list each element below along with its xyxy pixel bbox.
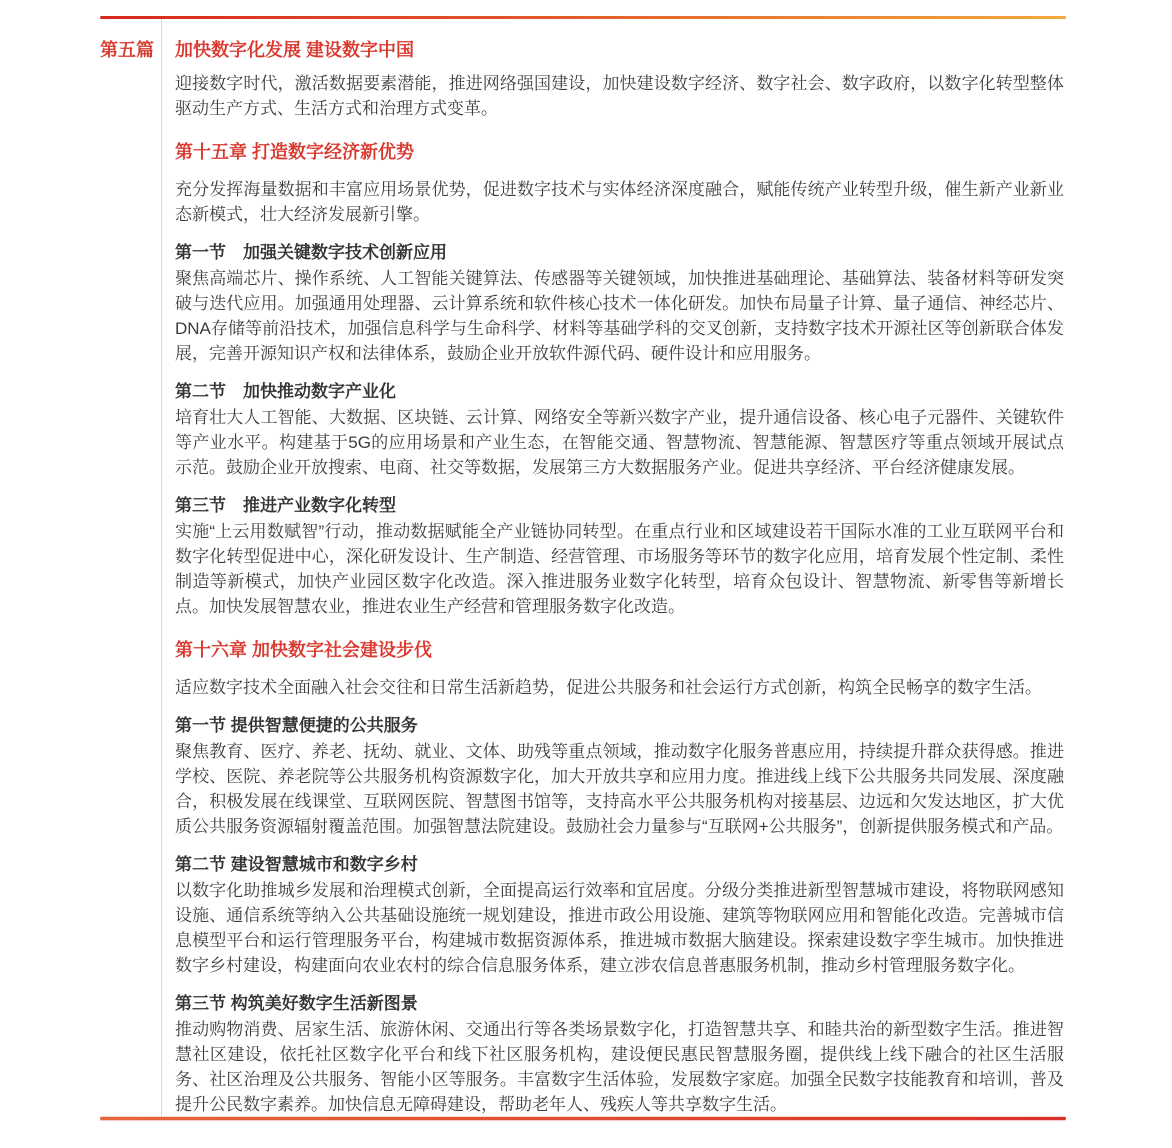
- chapter-16-section-3-title: 第三节 构筑美好数字生活新图景: [175, 994, 418, 1013]
- part-title: 加快数字化发展 建设数字中国: [175, 40, 414, 60]
- chapter-15-section-3-body: 实施“上云用数赋智”行动，推动数据赋能全产业链协同转型。在重点行业和区域建设若干国际水准的工业互联网平台和数字化转型促进中心，深化研发设计、生产制造、经营管理、市场服务等环节的数字化应用，培育发展个性定制、柔性制造等新模式，加快产业园区数字化改造。深入推进服务业数字化转型，培育众包设计、智慧物流、新零售等新增长点。加快发展智慧农业，推进农业生产经营和管理服务数字化改造。: [175, 522, 1064, 616]
- chapter-16-section-2-title: 第二节 建设智慧城市和数字乡村: [175, 855, 418, 874]
- chapter-16-section-2-body: 以数字化助推城乡发展和治理模式创新，全面提高运行效率和宜居度。分级分类推进新型智慧城市建设，将物联网感知设施、通信系统等纳入公共基础设施统一规划建设，推进市政公用设施、建筑等物联网应用和智能化改造。完善城市信息模型平台和运行管理服务平台，构建城市数据资源体系，推进城市数据大脑建设。探索建设数字孪生城市。加快推进数字乡村建设，构建面向农业农村的综合信息服务体系，建立涉农信息普惠服务机制，推动乡村管理服务数字化。: [175, 881, 1064, 975]
- part-intro-paragraph: 迎接数字时代，激活数据要素潜能，推进网络强国建设，加快建设数字经济、数字社会、数字政府，以数字化转型整体驱动生产方式、生活方式和治理方式变革。: [175, 74, 1064, 118]
- part-label-column: [100, 19, 162, 1117]
- chapter-16-section-3-body: 推动购物消费、居家生活、旅游休闲、交通出行等各类场景数字化，打造智慧共享、和睦共治的新型数字生活。推进智慧社区建设，依托社区数字化平台和线下社区服务机构，建设便民惠民智慧服务圈，提供线上线下融合的社区生活服务、社区治理及公共服务、智能小区等服务。丰富数字生活体验，发展数字家庭。加强全民数字技能教育和培训，普及提升公民数字素养。加快信息无障碍建设，帮助老年人、残疾人等共享数字生活。: [175, 1020, 1064, 1114]
- bottom-gradient-rule: [100, 1117, 1066, 1120]
- chapter-15-section-2-title: 第二节 加快推动数字产业化: [175, 382, 396, 401]
- chapter-15-title: 第十五章 打造数字经济新优势: [175, 142, 414, 162]
- part-number-label: 第五篇: [100, 40, 154, 60]
- chapter-15-section-1-body: 聚焦高端芯片、操作系统、人工智能关键算法、传感器等关键领域，加快推进基础理论、基础算法、装备材料等研发突破与迭代应用。加强通用处理器、云计算系统和软件核心技术一体化研发。加快布局量子计算、量子通信、神经芯片、DNA存储等前沿技术，加强信息科学与生命科学、材料等基础学科的交叉创新，支持数字技术开源社区等创新联合体发展，完善开源知识产权和法律体系，鼓励企业开放软件源代码、硬件设计和应用服务。: [175, 269, 1064, 363]
- chapter-16-title: 第十六章 加快数字社会建设步伐: [175, 640, 432, 660]
- document-body: [100, 0, 1066, 1120]
- chapter-15-section-1-title: 第一节 加强关键数字技术创新应用: [175, 243, 447, 262]
- chapter-16-intro-paragraph: 适应数字技术全面融入社会交往和日常生活新趋势，促进公共服务和社会运行方式创新，构筑全民畅享的数字生活。: [175, 678, 1042, 697]
- chapter-15-section-2-body: 培育壮大人工智能、大数据、区块链、云计算、网络安全等新兴数字产业，提升通信设备、核心电子元器件、关键软件等产业水平。构建基于5G的应用场景和产业生态，在智能交通、智慧物流、智慧能源、智慧医疗等重点领域开展试点示范。鼓励企业开放搜索、电商、社交等数据，发展第三方大数据服务产业。促进共享经济、平台经济健康发展。: [175, 408, 1064, 477]
- content-row: [100, 19, 1066, 1117]
- chapter-15-section-3-title: 第三节 推进产业数字化转型: [175, 496, 396, 515]
- chapter-15-intro-paragraph: 充分发挥海量数据和丰富应用场景优势，促进数字技术与实体经济深度融合，赋能传统产业转型升级，催生新产业新业态新模式，壮大经济发展新引擎。: [175, 180, 1064, 224]
- chapter-16-section-1-body: 聚焦教育、医疗、养老、抚幼、就业、文体、助残等重点领域，推动数字化服务普惠应用，持续提升群众获得感。推进学校、医院、养老院等公共服务机构资源数字化，加大开放共享和应用力度。推进线上线下公共服务共同发展、深度融合，积极发展在线课堂、互联网医院、智慧图书馆等，支持高水平公共服务机构对接基层、边远和欠发达地区，扩大优质公共服务资源辐射覆盖范围。加强智慧法院建设。鼓励社会力量参与“互联网+公共服务”，创新提供服务模式和产品。: [175, 742, 1064, 836]
- chapter-16-section-1-title: 第一节 提供智慧便捷的公共服务: [175, 716, 418, 735]
- main-text-column: [162, 19, 1064, 1117]
